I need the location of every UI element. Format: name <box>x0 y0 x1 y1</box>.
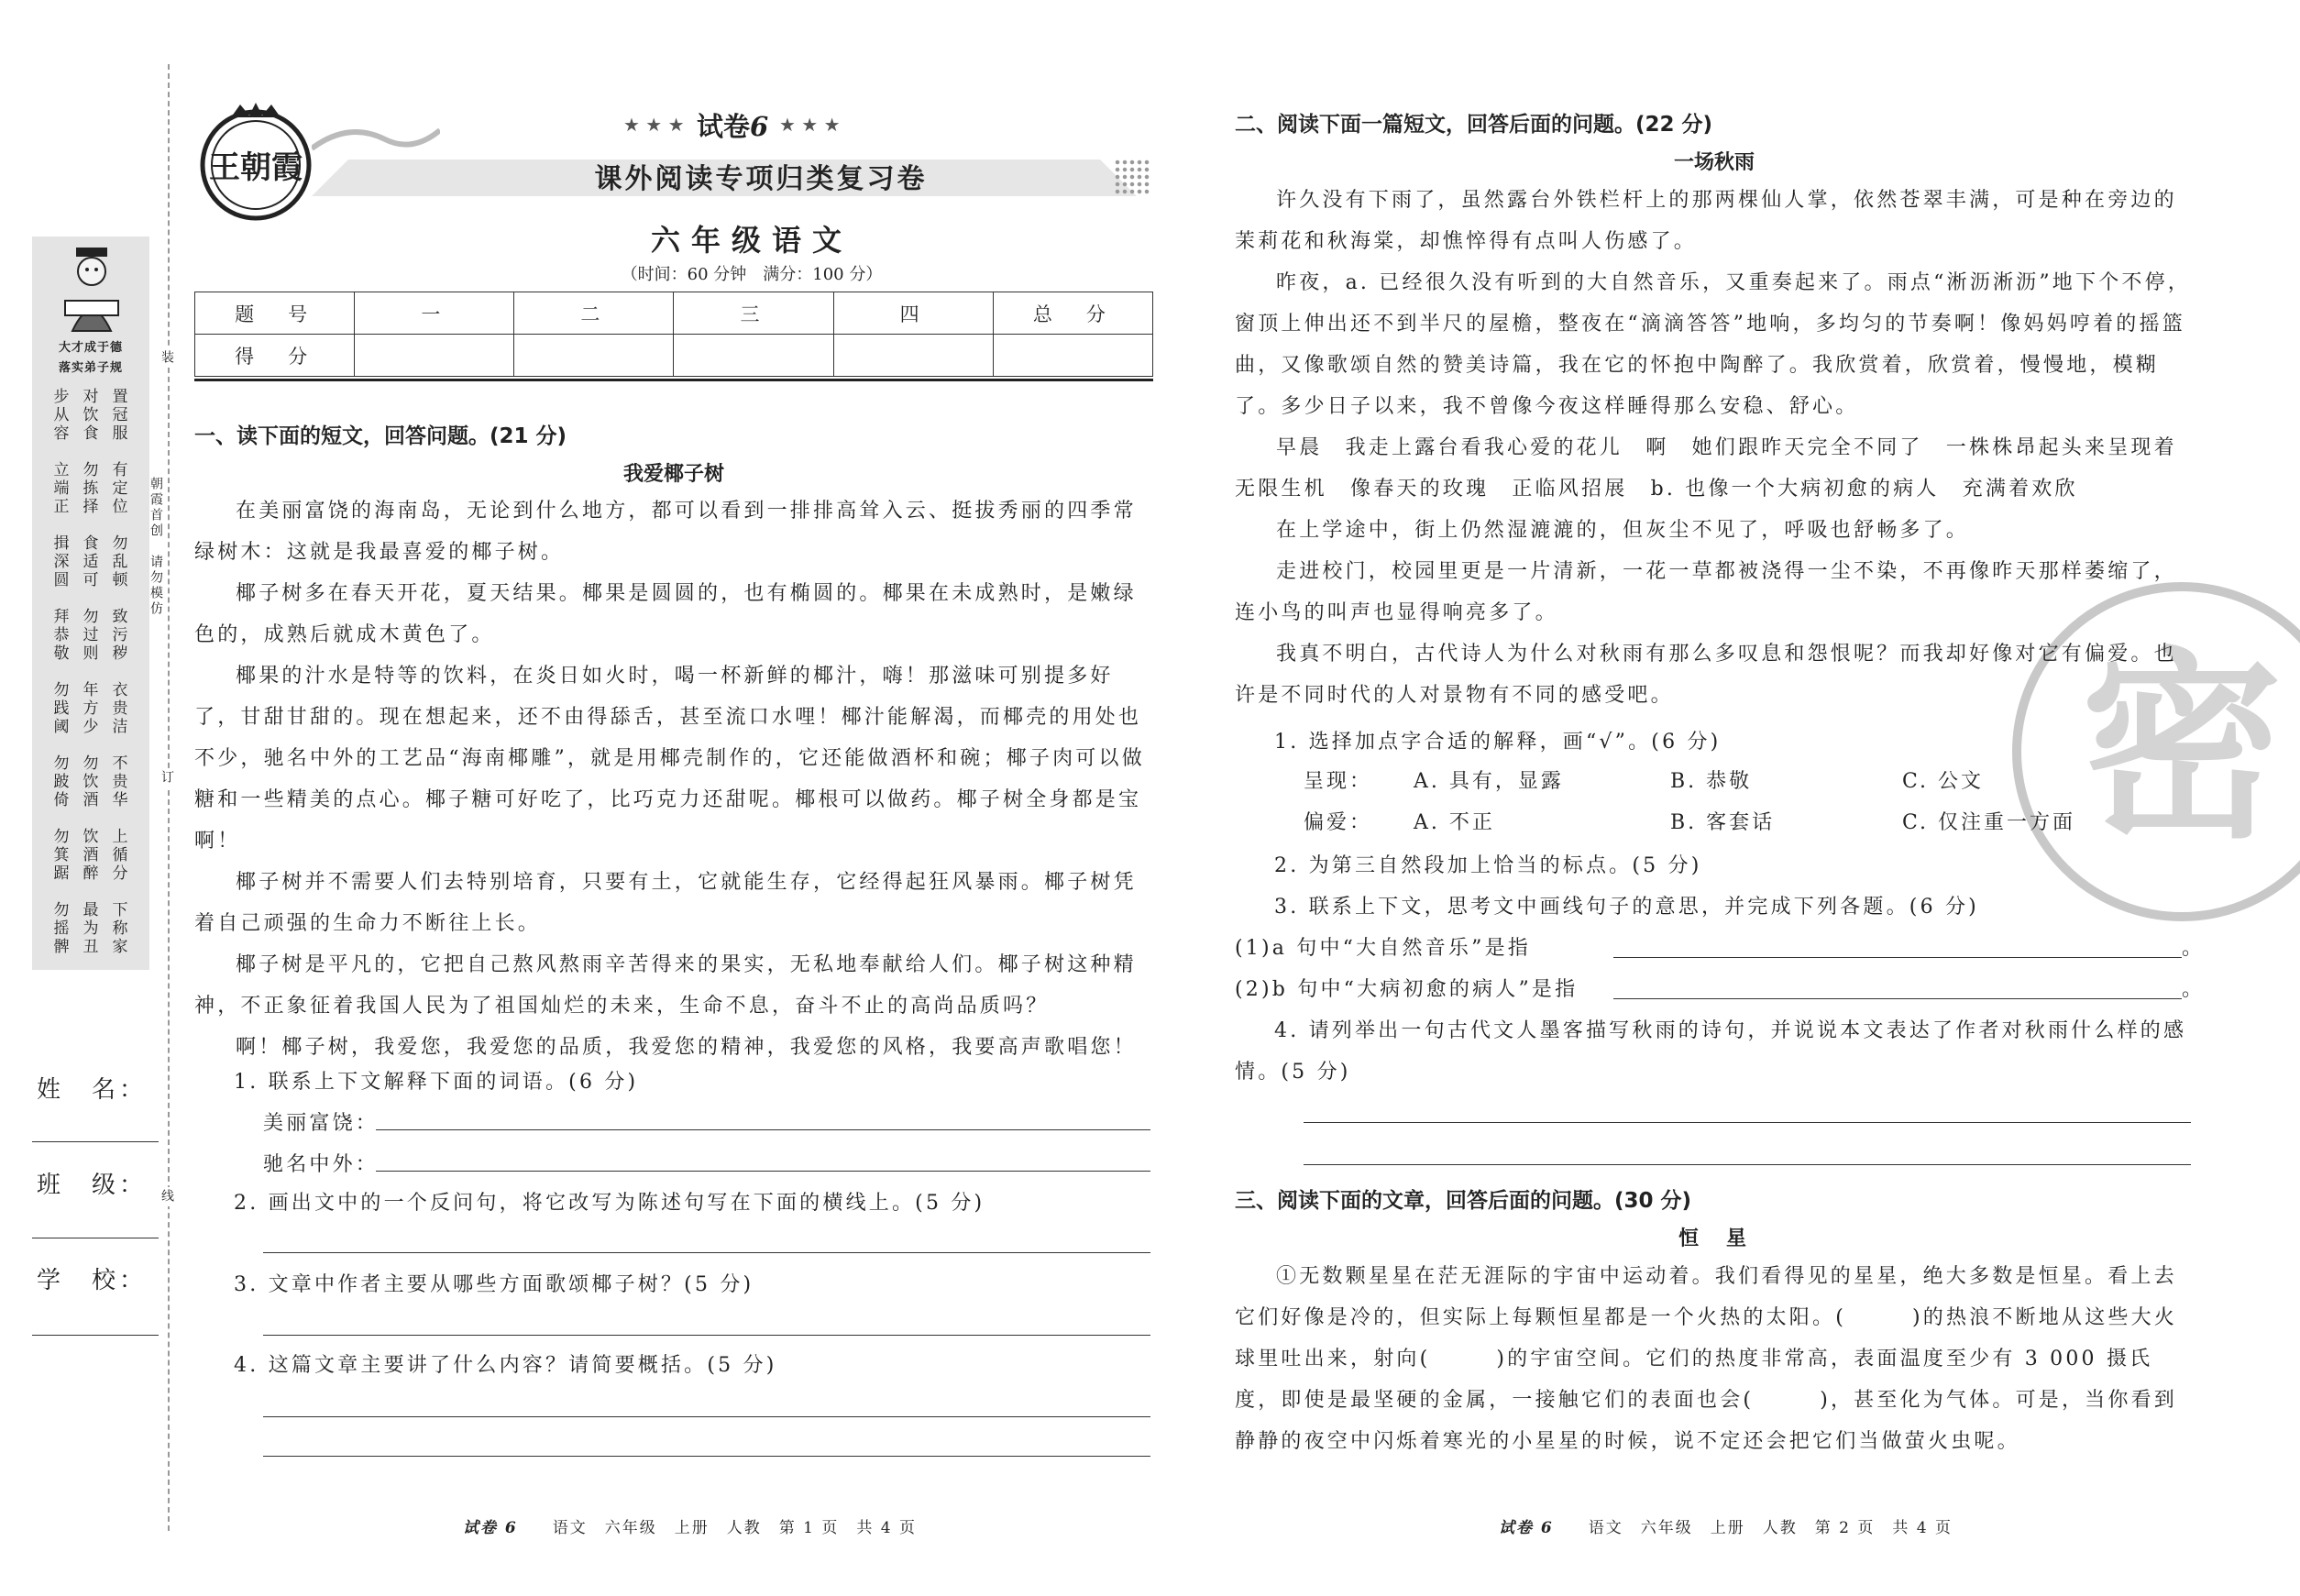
motto-char: 酒 <box>83 846 99 864</box>
binding-label-ding: 订 <box>160 770 174 786</box>
answer-line[interactable] <box>263 1416 1150 1417</box>
paragraph: 椰果的汁水是特等的饮料，在炎日如火时，喝一杯新鲜的椰汁，嗨！那滋味可别提多好了，甘甜甘甜的。现在想起来，还不由得舔舌，甚至流口水哩！椰汁能解渴，而椰壳的用处也不少，驰名中外的工艺品“海南椰雕”，就是用椰壳制作的，它还能做酒杯和碗；椰子肉可以做糖和一些精美的点心。椰子糖可好吃了，比巧克力还甜呢。椰根可以做药。椰子树全身都是宝啊！ <box>194 665 1145 853</box>
school-field[interactable] <box>32 1335 159 1336</box>
text-span: )的热浪不断地从这些大火球里吐出来，射向( <box>1235 1306 2177 1370</box>
motto-char: 分 <box>112 864 128 883</box>
motto-char: 洁 <box>112 718 128 736</box>
motto-char: 饮 <box>83 828 99 846</box>
s2-question-2: 2. 为第三自然段加上恰当的标点。(5 分) <box>1274 854 1702 877</box>
class-label: 班 级： <box>37 1172 148 1199</box>
motto-char: 端 <box>53 479 70 498</box>
watermark-text: 密 <box>2080 631 2283 865</box>
motto-char: 髀 <box>53 938 70 956</box>
answer-line[interactable] <box>1613 998 2182 999</box>
paragraph: 我真不明白，古代诗人为什么对秋雨有那么多叹息和怨恨呢？而我却好像对它有偏爱。也许是不同时代的人对景物有不同的感受吧。 <box>1235 643 2177 707</box>
s2-question-4: 4. 请列举出一句古代文人墨客描写秋雨的诗句，并说说本文表达了作者对秋雨什么样的感情。(5 分) <box>1235 1019 2187 1084</box>
s1-question-4: 4. 这篇文章主要讲了什么内容？请简要概括。(5 分) <box>234 1354 777 1377</box>
motto-char: 勿 <box>53 681 70 699</box>
s1-question-2: 2. 画出文中的一个反问句，将它改写为陈述句写在下面的横线上。(5 分) <box>234 1192 985 1215</box>
motto-char: 则 <box>83 644 99 663</box>
motto-char: 有 <box>112 461 128 479</box>
motto-char: 华 <box>112 791 128 809</box>
paragraph: 啊！椰子树，我爱您，我爱您的品质，我爱您的精神，我爱您的风格，我要高声歌唱您！ <box>236 1036 1137 1059</box>
s2-question-1: 1. 选择加点字合适的解释，画“√”。(6 分) <box>1274 731 1722 754</box>
motto-char: 食 <box>83 424 99 443</box>
motto-char: 摇 <box>53 919 70 938</box>
paper-number <box>697 106 768 144</box>
section2-title: 一场秋雨 <box>1673 151 1755 174</box>
motto-char: 贵 <box>112 699 128 718</box>
motto-char: 勿 <box>83 608 99 626</box>
motto-column-3 <box>109 388 131 974</box>
motto-char: 步 <box>53 388 70 406</box>
motto-char: 丑 <box>83 938 99 956</box>
answer-line[interactable] <box>263 1456 1150 1457</box>
motto-char: 过 <box>83 626 99 644</box>
s1-question-3: 3. 文章中作者主要从哪些方面歌颂椰子树？(5 分) <box>234 1273 754 1296</box>
end-mark: 。 <box>2182 937 2206 960</box>
answer-line[interactable] <box>376 1129 1150 1130</box>
score-input-cell[interactable] <box>674 335 833 377</box>
motto-char: 勿 <box>83 461 99 479</box>
motto-char: 酒 <box>83 791 99 809</box>
answer-line[interactable] <box>263 1335 1150 1336</box>
motto-char: 家 <box>112 938 128 956</box>
paragraph: 许久没有下雨了，虽然露台外铁栏杆上的那两棵仙人掌，依然苍翠丰满，可是种在旁边的茉莉花和秋海棠，却憔悴得有点叫人伤感了。 <box>1235 189 2177 253</box>
s2-q1-term-2: 偏爱： <box>1304 811 1373 834</box>
motto-char: 秽 <box>112 644 128 663</box>
binding-label-xian: 线 <box>160 1189 174 1205</box>
end-mark: 。 <box>2182 978 2206 1001</box>
section1-passage <box>194 490 1153 1068</box>
brand-logo <box>194 101 318 225</box>
motto-char: 年 <box>83 681 99 699</box>
motto-char: 乱 <box>112 553 128 571</box>
section3-passage <box>1235 1256 2195 1462</box>
motto-char: 少 <box>83 718 99 736</box>
option-a[interactable]: A. 不正 <box>1414 811 1495 834</box>
motto-char: 下 <box>112 901 128 919</box>
motto-char: 冠 <box>112 406 128 424</box>
motto-char: 勿 <box>53 828 70 846</box>
motto-char: 顿 <box>112 571 128 589</box>
section2-passage <box>1235 180 2195 716</box>
score-table-header-row <box>195 292 1153 335</box>
motto-column-2 <box>80 388 102 974</box>
answer-line[interactable] <box>376 1171 1150 1172</box>
motto-char: 容 <box>53 424 70 443</box>
motto-char: 称 <box>112 919 128 938</box>
motto-char: 圆 <box>53 571 70 589</box>
motto-char: 服 <box>112 424 128 443</box>
footer-right-label: 试卷 6 <box>1499 1519 1554 1537</box>
footer-right-text: 语文 六年级 上册 人教 第 2 页 共 4 页 <box>1588 1519 1953 1537</box>
answer-line[interactable] <box>263 1252 1150 1253</box>
name-label: 姓 名： <box>37 1076 148 1104</box>
binding-label-zhuang: 装 <box>160 350 174 366</box>
section1-heading: 一、读下面的短文，回答问题。(21 分) <box>194 424 567 448</box>
motto-char: 适 <box>83 553 99 571</box>
section2-heading: 二、阅读下面一篇短文，回答后面的问题。(22 分) <box>1235 113 1713 137</box>
motto-char: 衣 <box>112 681 128 699</box>
motto-char: 饮 <box>83 406 99 424</box>
s1-q1-term-2: 驰名中外： <box>263 1153 380 1176</box>
motto-sidebar <box>32 237 149 970</box>
motto-char: 勿 <box>83 754 99 773</box>
motto-char: 饮 <box>83 773 99 791</box>
motto-char: 阈 <box>53 718 70 736</box>
motto-char: 拣 <box>83 479 99 498</box>
s2-q3-b: (2)b 句中“大病初愈的病人”是指 <box>1235 978 1579 1001</box>
motto-char: 恭 <box>53 626 70 644</box>
text-span: )，甚至化为气体。可是，当你看到静静的夜空中闪烁着寒光的小星星的时候，说不定还会把它们当做萤火虫呢。 <box>1235 1389 2177 1453</box>
score-cell: 得 分 <box>195 335 355 377</box>
score-cell: 二 <box>514 292 674 335</box>
motto-char: 贵 <box>112 773 128 791</box>
text-span: )的宇宙空间。它们的热度非常高，表面温度至少有 3 000 摄氏度，即使是最坚硬的金属，一接触它们的表面也会( <box>1235 1348 2153 1412</box>
score-table-score-row <box>195 335 1153 377</box>
motto-char: 从 <box>53 406 70 424</box>
score-input-cell[interactable] <box>833 335 993 377</box>
paragraph: 昨夜，a. 已经很久没有听到的大自然音乐，又重奏起来了。雨点“淅沥淅沥”地下个不停，窗顶上伸出还不到半尺的屋檐，整夜在“滴滴答答”地响，多均匀的节奏啊！像妈妈哼着的摇篮曲，又像歌颂自然的赞美诗篇，我在它的怀抱中陶醉了。我欣赏着，欣赏着，慢慢地，模糊了。多少日子以来，我不曾像今夜这样睡得那么安稳、舒心。 <box>1235 271 2191 418</box>
motto-char: 倚 <box>53 791 70 809</box>
s2-q3-a: (1)a 句中“大自然音乐”是指 <box>1235 937 1531 960</box>
motto-char: 食 <box>83 534 99 553</box>
option-b[interactable]: B. 恭敬 <box>1670 770 1753 793</box>
paragraph: 在美丽富饶的海南岛，无论到什么地方，都可以看到一排排高耸入云、挺拔秀丽的四季常绿树木：这就是我最喜爱的椰子树。 <box>194 500 1137 564</box>
copyright-vertical: 朝霞首创 请勿模仿 <box>149 477 163 617</box>
motto-char: 勿 <box>53 754 70 773</box>
motto-char: 致 <box>112 608 128 626</box>
s1-question-1: 1. 联系上下文解释下面的词语。(6 分) <box>234 1071 639 1094</box>
motto-line-1: 大才成于德 <box>58 341 123 355</box>
star-decoration-left: ★ ★ ★ <box>623 114 685 136</box>
paper-label: 试卷 <box>697 111 751 142</box>
score-cell: 一 <box>355 292 514 335</box>
school-label: 学 校： <box>37 1267 148 1294</box>
text-span: ①无数颗星星在茫无涯际的宇宙中运动着。我们看得见的星星，绝大多数是恒星。看上去它们好像是冷的，但实际上每颗恒星都是一个火热的太阳。( <box>1235 1265 2177 1329</box>
score-cell: 总 分 <box>993 292 1152 335</box>
motto-char: 勿 <box>112 534 128 553</box>
subject-title: 六年级语文 <box>650 223 853 258</box>
name-field[interactable] <box>32 1141 159 1142</box>
motto-char: 循 <box>112 846 128 864</box>
option-a[interactable]: A. 具有，显露 <box>1414 770 1564 793</box>
paragraph <box>1235 1256 2195 1462</box>
star-decoration-right: ★ ★ ★ <box>779 114 841 136</box>
motto-char: 揖 <box>53 534 70 553</box>
score-cell: 四 <box>833 292 993 335</box>
paragraph: 走进校门，校园里更是一片清新，一花一草都被浇得一尘不染，不再像昨天那样萎缩了，连小鸟的叫声也显得响亮多了。 <box>1235 560 2177 624</box>
option-b[interactable]: B. 客套话 <box>1670 811 1776 834</box>
motto-char: 不 <box>112 754 128 773</box>
motto-char: 为 <box>83 919 99 938</box>
s2-question-3: 3. 联系上下文，思考文中画线句子的意思，并完成下列各题。(6 分) <box>1274 896 1979 919</box>
answer-line[interactable] <box>1613 957 2182 958</box>
answer-line[interactable] <box>1304 1122 2191 1123</box>
score-cell: 题 号 <box>195 292 355 335</box>
paragraph: 在上学途中，街上仍然湿漉漉的，但灰尘不见了，呼吸也舒畅多了。 <box>1276 519 1970 542</box>
motto-char: 箕 <box>53 846 70 864</box>
option-c[interactable]: C. 仅注重一方面 <box>1902 811 2076 834</box>
footer-left-label: 试卷 6 <box>463 1519 518 1537</box>
score-cell: 三 <box>674 292 833 335</box>
option-c[interactable]: C. 公文 <box>1902 770 1985 793</box>
paragraph: 椰子树并不需要人们去特别培育，只要有土，它就能生存，它经得起狂风暴雨。椰子树凭着自己顽强的生命力不断往上长。 <box>194 871 1137 935</box>
motto-char: 污 <box>112 626 128 644</box>
binding-dashed-line <box>168 64 170 1531</box>
paper-title: 课外阅读专项归类复习卷 <box>594 163 928 195</box>
score-input-cell[interactable] <box>993 335 1152 377</box>
motto-char: 可 <box>83 571 99 589</box>
score-table <box>194 292 1153 377</box>
section3-title: 恒 星 <box>1678 1227 1750 1250</box>
motto-char: 敬 <box>53 644 70 663</box>
answer-line[interactable] <box>1304 1164 2191 1165</box>
footer-left <box>463 1514 917 1537</box>
motto-char: 定 <box>112 479 128 498</box>
header-divider <box>194 379 1153 381</box>
footer-right <box>1499 1514 1953 1537</box>
motto-char: 置 <box>112 388 128 406</box>
s1-q1-term-1: 美丽富饶： <box>263 1112 380 1135</box>
motto-char: 最 <box>83 901 99 919</box>
motto-char: 深 <box>53 553 70 571</box>
motto-char: 跛 <box>53 773 70 791</box>
section1-title: 我爱椰子树 <box>622 463 724 486</box>
motto-char: 立 <box>53 461 70 479</box>
paragraph: 椰子树多在春天开花，夏天结果。椰果是圆圆的，也有椭圆的。椰果在未成熟时，是嫩绿色的，成熟后就成木黄色了。 <box>194 582 1137 646</box>
motto-char: 勿 <box>53 901 70 919</box>
motto-char: 踞 <box>53 864 70 883</box>
logo-text: 王朝霞 <box>209 149 303 186</box>
motto-char: 方 <box>83 699 99 718</box>
score-input-cell[interactable] <box>355 335 514 377</box>
motto-char: 上 <box>112 828 128 846</box>
motto-char: 醉 <box>83 864 99 883</box>
motto-char: 践 <box>53 699 70 718</box>
score-input-cell[interactable] <box>514 335 674 377</box>
time-info: （时间：60 分钟 满分：100 分） <box>621 265 883 284</box>
motto-char: 对 <box>83 388 99 406</box>
motto-char: 拜 <box>53 608 70 626</box>
paragraph: 早晨 我走上露台看我心爱的花儿 啊 她们跟昨天完全不同了 一株株昂起头来呈现着无限生机 像春天的玫瑰 正临风招展 b. 也像一个大病初愈的病人 充满着欢欣 <box>1235 436 2177 501</box>
s2-q1-term-1: 呈现： <box>1304 770 1373 793</box>
motto-line-2: 落实弟子规 <box>58 361 123 375</box>
motto-column-1 <box>50 388 72 974</box>
motto-char: 位 <box>112 498 128 516</box>
scholar-figure-icon <box>60 244 124 336</box>
section3-heading: 三、阅读下面的文章，回答后面的问题。(30 分) <box>1235 1189 1692 1213</box>
paragraph: 椰子树是平凡的，它把自己熬风熬雨辛苦得来的果实，无私地奉献给人们。椰子树这种精神，不正象征着我国人民为了祖国灿烂的未来，生命不息，奋斗不止的高尚品质吗？ <box>194 953 1137 1018</box>
motto-char: 择 <box>83 498 99 516</box>
footer-left-text: 语文 六年级 上册 人教 第 1 页 共 4 页 <box>552 1519 917 1537</box>
paper-no: 6 <box>750 111 769 142</box>
motto-char: 正 <box>53 498 70 516</box>
